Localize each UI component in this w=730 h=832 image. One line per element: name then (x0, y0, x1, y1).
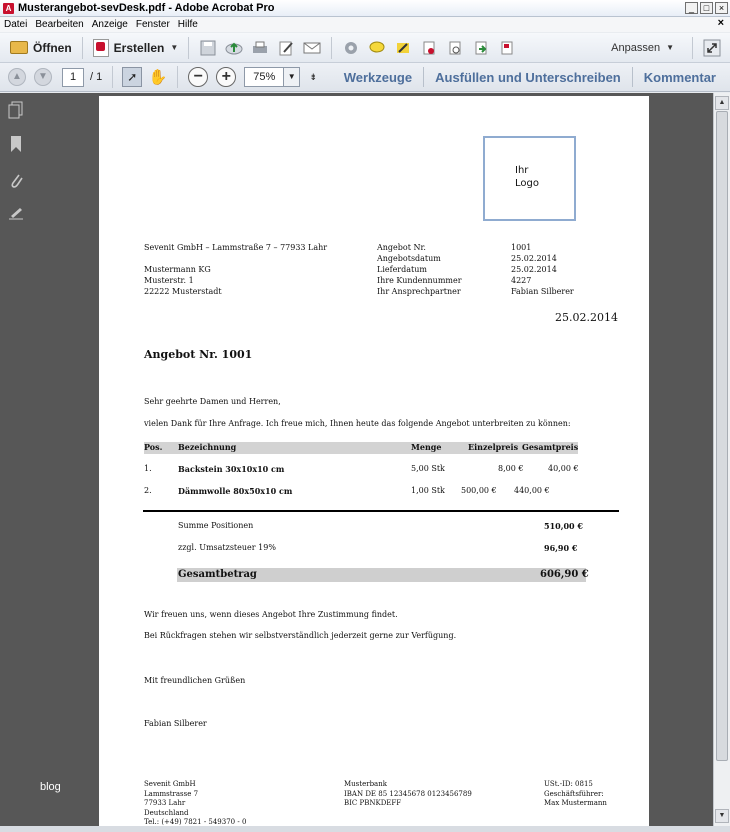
footer-bank (344, 780, 472, 809)
toolbar-divider (82, 37, 83, 59)
signature-name: Fabian Silberer (144, 719, 207, 728)
print-icon[interactable] (250, 38, 270, 58)
document-date: 25.02.2014 (555, 311, 618, 324)
greeting: Mit freundlichen Grüßen (144, 676, 246, 685)
recipient-line: Musterstr. 1 (144, 276, 194, 285)
footer-line: Max Mustermann (544, 799, 607, 807)
meta-value: 25.02.2014 (511, 265, 557, 274)
pdf-page (99, 96, 649, 826)
stamp-icon[interactable] (445, 38, 465, 58)
total-value: 606,90 € (540, 569, 589, 580)
open-button[interactable] (6, 36, 76, 60)
table-cell: 40,00 € (548, 464, 579, 473)
closing-text: Wir freuen uns, wenn dieses Angebot Ihre Zustimmung findet. (144, 610, 398, 619)
cloud-upload-icon[interactable] (224, 38, 244, 58)
meta-label: Angebotsdatum (377, 254, 441, 263)
document-close-button[interactable]: × (717, 17, 724, 29)
zoom-out-button[interactable]: − (188, 67, 208, 87)
attachment-icon[interactable] (7, 171, 25, 189)
sum-value: 510,00 € (544, 521, 583, 531)
pages-icon[interactable] (7, 101, 25, 119)
menu-datei[interactable]: Datei (4, 19, 28, 30)
tab-werkzeuge[interactable]: Werkzeuge (343, 69, 413, 85)
chevron-down-icon: ▼ (666, 43, 674, 52)
attach-icon[interactable] (419, 38, 439, 58)
table-cell: 2. (144, 486, 152, 495)
create-label: Erstellen (113, 40, 165, 55)
edit-icon[interactable] (276, 38, 296, 58)
footer-line: Geschäftsführer: (544, 789, 604, 798)
select-tool-icon[interactable]: ➚ (122, 67, 142, 87)
recipient-line: Mustermann KG (144, 265, 211, 274)
sum-label: Summe Positionen (178, 521, 254, 530)
table-cell: 500,00 € (461, 486, 497, 495)
next-page-button[interactable]: ▼ (34, 68, 52, 86)
scroll-up-button[interactable]: ▲ (715, 96, 729, 110)
meta-value: Fabian Silberer (511, 287, 574, 296)
footer-company (144, 780, 246, 826)
export-icon[interactable] (471, 38, 491, 58)
footer-line: Lammstrasse 7 (144, 789, 199, 798)
sign-icon[interactable] (497, 38, 517, 58)
create-pdf-icon (93, 39, 109, 57)
zoom-in-button[interactable]: + (216, 67, 236, 87)
footer-line: 77933 Lahr (144, 799, 186, 807)
footer-line: Sevenit GmbH (144, 780, 196, 788)
page-total: / 1 (90, 71, 103, 83)
recipient-line: 22222 Musterstadt (144, 287, 222, 296)
main-toolbar (0, 33, 730, 63)
toolbar-divider (177, 66, 178, 88)
salutation: Sehr geehrte Damen und Herren, (144, 397, 281, 406)
toolbar-divider (112, 66, 113, 88)
meta-label: Angebot Nr. (377, 243, 426, 252)
table-cell: 1. (144, 464, 152, 473)
logo-text (515, 164, 539, 190)
meta-label: Lieferdatum (377, 265, 427, 274)
chevron-down-icon: ▼ (170, 43, 179, 52)
column-header: Einzelpreis (468, 442, 519, 452)
folder-icon (10, 41, 28, 54)
menu-hilfe[interactable]: Hilfe (177, 19, 198, 30)
hand-tool-icon[interactable]: ✋ (148, 69, 168, 86)
open-label: Öffnen (33, 40, 72, 55)
more-tools-icon[interactable]: ⇟ (309, 71, 317, 82)
footer-line: BIC PBNKDEFF (344, 799, 402, 807)
tab-kommentar[interactable]: Kommentar (643, 69, 716, 85)
fullscreen-icon[interactable] (702, 38, 722, 58)
menu-bearbeiten[interactable]: Bearbeiten (35, 19, 84, 30)
footer-line: Tel.: (+49) 7821 - 549370 - 0 (144, 818, 247, 826)
maximize-button[interactable]: □ (700, 2, 713, 14)
sidebar-label: blog (40, 781, 61, 793)
column-header: Gesamtpreis (522, 442, 579, 452)
scroll-down-button[interactable]: ▼ (715, 809, 729, 823)
footer-line: Deutschland (144, 808, 189, 817)
meta-label: Ihre Kundennummer (377, 276, 462, 285)
table-cell: 8,00 € (498, 464, 524, 473)
column-header: Pos. (144, 442, 163, 452)
sender-line: Sevenit GmbH – Lammstraße 7 – 77933 Lahr (144, 243, 328, 252)
closing-text: Bei Rückfragen stehen wir selbstverständlich jederzeit gerne zur Verfügung. (144, 631, 457, 640)
scrollbar-thumb[interactable] (716, 111, 728, 761)
chevron-down-icon: ▼ (283, 68, 299, 86)
meta-label: Ihr Ansprechpartner (377, 287, 461, 296)
table-cell: 1,00 Stk (411, 486, 445, 495)
divider-line (143, 510, 619, 512)
menu-anzeige[interactable]: Anzeige (91, 19, 128, 30)
highlight-icon[interactable] (393, 38, 413, 58)
total-label: Gesamtbetrag (178, 569, 257, 580)
column-header: Menge (411, 442, 442, 452)
status-strip (0, 826, 730, 832)
bookmark-icon[interactable] (7, 135, 25, 153)
window-title: Musterangebot-sevDesk.pdf - Adobe Acrobat Pro (18, 2, 275, 14)
navigation-toolbar (0, 63, 730, 92)
title-bar (0, 0, 730, 17)
footer-line: Musterbank (344, 780, 387, 788)
menu-fenster[interactable]: Fenster (135, 19, 170, 30)
logo-line: Ihr (515, 165, 529, 176)
customize-label: Anpassen (611, 41, 661, 54)
customize-button[interactable] (611, 42, 674, 54)
navigation-pane (0, 93, 34, 832)
footer-line: USt.-ID: 0815 (544, 780, 593, 788)
menu-bar (0, 17, 730, 32)
signature-icon[interactable] (7, 205, 25, 223)
tax-label: zzgl. Umsatzsteuer 19% (178, 543, 276, 552)
column-header: Bezeichnung (178, 442, 237, 452)
tab-ausfuellen[interactable]: Ausfüllen und Unterschreiben (435, 69, 621, 85)
intro-text: vielen Dank für Ihre Anfrage. Ich freue mich, Ihnen heute das folgende Angebot unterbreiten zu können: (144, 419, 571, 428)
create-button[interactable] (89, 36, 183, 60)
email-icon[interactable] (302, 38, 322, 58)
document-area[interactable] (34, 93, 713, 826)
meta-value: 25.02.2014 (511, 254, 557, 263)
meta-value: 1001 (511, 243, 532, 252)
table-cell: 440,00 € (514, 486, 550, 495)
zoom-value: 75% (253, 71, 276, 83)
close-button[interactable]: × (715, 2, 728, 14)
table-cell: Backstein 30x10x10 cm (178, 464, 285, 474)
toolbar-divider (331, 37, 332, 59)
document-heading: Angebot Nr. 1001 (144, 348, 253, 361)
gear-icon[interactable] (341, 38, 361, 58)
zoom-select[interactable] (244, 67, 300, 87)
comment-icon[interactable] (367, 38, 387, 58)
table-cell: Dämmwolle 80x50x10 cm (178, 486, 293, 496)
minimize-button[interactable]: _ (685, 2, 698, 14)
table-cell: 5,00 Stk (411, 464, 445, 473)
page-number-input[interactable]: 1 (62, 68, 84, 87)
vertical-scrollbar[interactable] (713, 93, 730, 826)
footer-legal (544, 780, 607, 809)
acrobat-icon: A (3, 3, 14, 14)
toolbar-divider (692, 37, 693, 59)
tax-value: 96,90 € (544, 543, 578, 553)
previous-page-button[interactable]: ▲ (8, 68, 26, 86)
toolbar-divider (188, 37, 189, 59)
meta-value: 4227 (511, 276, 532, 285)
logo-placeholder (483, 136, 576, 221)
footer-line: IBAN DE 85 12345678 0123456789 (344, 789, 472, 798)
save-icon[interactable] (198, 38, 218, 58)
logo-line: Logo (515, 178, 539, 189)
